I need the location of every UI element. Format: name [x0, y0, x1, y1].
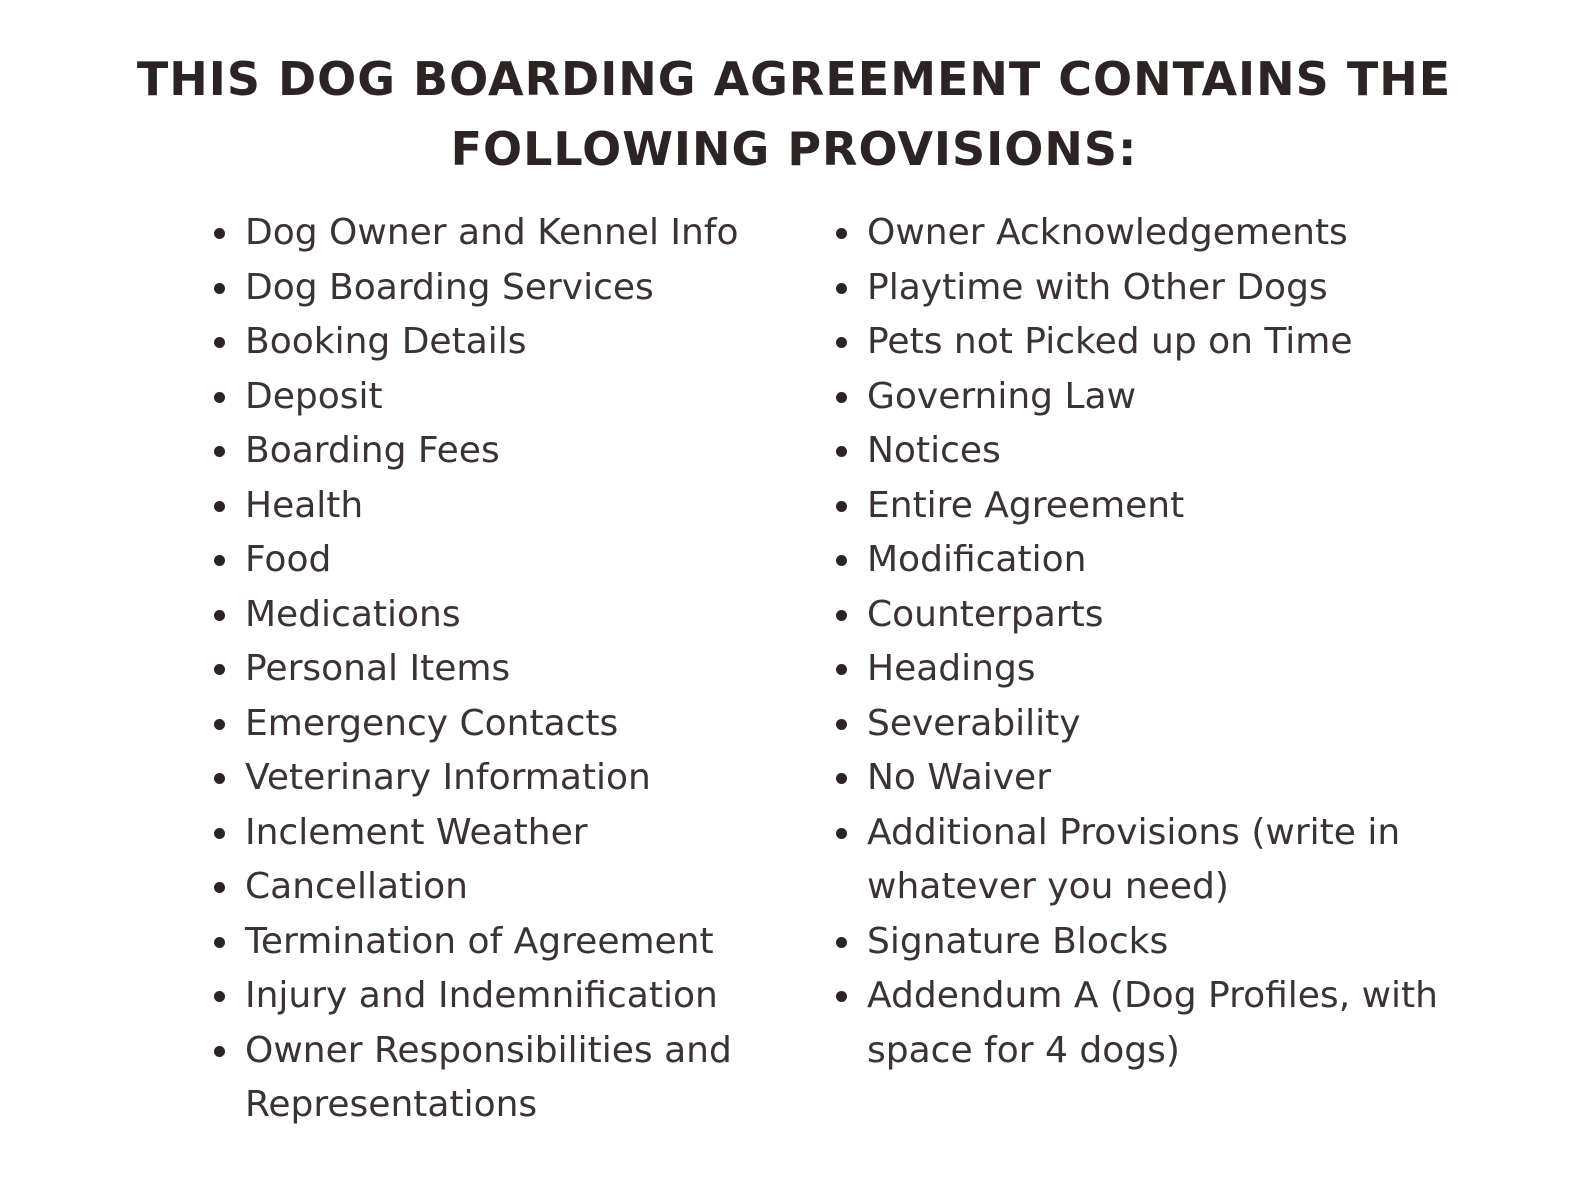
list-item	[214, 533, 784, 588]
bullet-icon	[836, 773, 847, 784]
bullet-icon	[836, 337, 847, 348]
list-item-label: Boarding Fees	[245, 430, 500, 471]
list-item-label: Counterparts	[867, 593, 1104, 635]
bullet-icon	[836, 501, 847, 512]
list-item-label: Owner Acknowledgements	[867, 212, 1348, 253]
list-item	[214, 969, 784, 1024]
list-item	[214, 1024, 784, 1133]
list-item	[836, 697, 1456, 752]
list-item	[836, 479, 1456, 534]
bullet-icon	[214, 446, 225, 457]
list-item-label: Medications	[245, 593, 461, 635]
bullet-icon	[214, 1046, 225, 1057]
bullet-icon	[836, 228, 847, 239]
list-item-label-line-1: Additional Provisions (write in	[867, 811, 1401, 853]
list-item-label: Deposit	[245, 375, 383, 417]
list-item-label: Injury and Indemnification	[245, 975, 718, 1016]
list-item-label: Dog Owner and Kennel Info	[245, 212, 739, 253]
bullet-icon	[836, 719, 847, 730]
bullet-icon	[836, 283, 847, 294]
list-item	[836, 642, 1456, 697]
list-item	[214, 697, 784, 752]
list-item-label: Governing Law	[867, 375, 1137, 417]
bullet-icon	[214, 283, 225, 294]
list-item	[836, 424, 1456, 479]
list-item-label-line-1: Addendum A (Dog Profiles, with	[867, 975, 1438, 1016]
bullet-icon	[214, 991, 225, 1002]
list-item-label: Inclement Weather	[245, 811, 588, 853]
list-item	[836, 206, 1456, 261]
bullet-icon	[214, 664, 225, 675]
title-line-1: THIS DOG BOARDING AGREEMENT CONTAINS THE	[136, 52, 1452, 106]
list-item	[836, 315, 1456, 370]
list-item-label: Modification	[867, 539, 1087, 580]
list-item	[214, 751, 784, 806]
bullet-icon	[214, 828, 225, 839]
provisions-list-left	[214, 206, 784, 1133]
list-item	[836, 533, 1456, 588]
list-item	[214, 479, 784, 534]
bullet-icon	[214, 937, 225, 948]
bullet-icon	[214, 773, 225, 784]
list-item	[836, 261, 1456, 316]
list-item-label: Pets not Picked up on Time	[867, 321, 1353, 362]
list-item-label: Food	[245, 539, 332, 580]
list-item-label: Severability	[867, 702, 1081, 744]
provisions-list-right	[836, 206, 1456, 1078]
bullet-icon	[836, 392, 847, 403]
list-item-label: Playtime with Other Dogs	[867, 266, 1328, 308]
list-item	[214, 915, 784, 970]
list-item-label: Headings	[867, 648, 1036, 689]
bullet-icon	[836, 555, 847, 566]
bullet-icon	[214, 337, 225, 348]
list-item-label: Booking Details	[245, 321, 527, 362]
bullet-icon	[214, 392, 225, 403]
bullet-icon	[214, 610, 225, 621]
list-item	[836, 915, 1456, 970]
bullet-icon	[836, 446, 847, 457]
list-item	[214, 370, 784, 425]
list-item-label: Notices	[867, 430, 1001, 471]
list-item-label: Veterinary Information	[245, 757, 651, 798]
list-item-label-line-2: space for 4 dogs)	[867, 1029, 1180, 1071]
list-item-label: Emergency Contacts	[245, 702, 619, 744]
bullet-icon	[836, 828, 847, 839]
list-item-label: Personal Items	[245, 648, 511, 689]
list-item-label: Entire Agreement	[867, 484, 1185, 526]
list-item-label-line-1: Owner Responsibilities and	[245, 1029, 732, 1071]
list-item-label: Termination of Agreement	[245, 920, 714, 962]
list-item-label: Health	[245, 484, 364, 526]
bullet-icon	[214, 501, 225, 512]
list-item	[836, 370, 1456, 425]
list-item-label: Dog Boarding Services	[245, 266, 654, 308]
bullet-icon	[836, 937, 847, 948]
bullet-icon	[214, 228, 225, 239]
list-item-label: Signature Blocks	[867, 920, 1169, 962]
list-item	[836, 969, 1456, 1078]
list-item-label-line-2: Representations	[245, 1084, 538, 1125]
bullet-icon	[836, 991, 847, 1002]
list-item	[214, 806, 784, 861]
list-item	[836, 806, 1456, 915]
list-item	[836, 751, 1456, 806]
list-item	[214, 588, 784, 643]
list-item	[214, 261, 784, 316]
list-item-label: Cancellation	[245, 866, 468, 907]
bullet-icon	[836, 610, 847, 621]
list-item	[214, 315, 784, 370]
title-line-2: FOLLOWING PROVISIONS:	[450, 122, 1138, 176]
bullet-icon	[214, 555, 225, 566]
list-item-label: No Waiver	[867, 757, 1052, 798]
list-item	[214, 860, 784, 915]
list-item	[836, 588, 1456, 643]
bullet-icon	[836, 664, 847, 675]
list-item	[214, 424, 784, 479]
list-item	[214, 642, 784, 697]
list-item	[214, 206, 784, 261]
bullet-icon	[214, 719, 225, 730]
list-item-label-line-2: whatever you need)	[867, 866, 1229, 907]
page-title	[0, 44, 1588, 184]
bullet-icon	[214, 882, 225, 893]
